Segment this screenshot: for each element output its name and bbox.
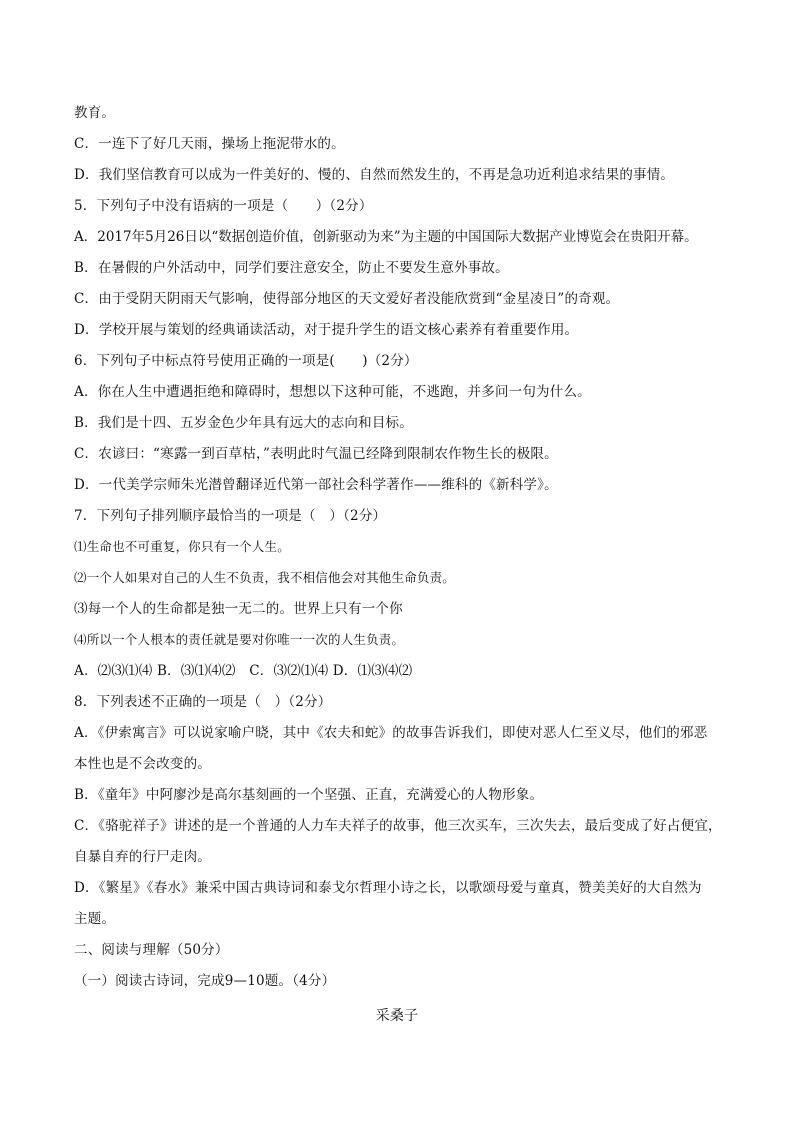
q6-option-c: C．农谚曰：“寒露一到百草枯，”表明此时气温已经降到限制农作物生长的极限。: [74, 446, 558, 462]
section-2-heading: 二、阅读与理解（50分）: [74, 942, 229, 958]
poem-title: 采桑子: [375, 1008, 419, 1024]
q7-sentence-4: ⑷所以一个人根本的责任就是要对你唯一一次的人生负责。: [74, 632, 405, 647]
q4-option-d: D．我们坚信教育可以成为一件美好的、慢的、自然而然发生的，不再是急功近利追求结果的事情。: [74, 167, 675, 183]
q8-option-c-cont: 自暴自弃的行尸走肉。: [74, 849, 211, 865]
q5-option-b: B．在暑假的户外活动中，同学们要注意安全，防止不要发生意外事故。: [74, 260, 509, 276]
part-1-instruction: （一）阅读古诗词，完成9—10题。（4分）: [74, 973, 336, 989]
q8-option-c: C．《骆驼祥子》讲述的是一个普通的人力车夫祥子的故事，他三次买车，三次失去，最后变成了好占便宜，: [74, 818, 722, 834]
q8-option-a-cont: 本性也是不会改变的。: [74, 756, 211, 772]
q8-option-a: A．《伊索寓言》可以说家喻户晓，其中《农夫和蛇》的故事告诉我们，即使对恶人仁至义尽，他们的邪恶: [74, 725, 708, 741]
q8-option-d-cont: 主题。: [74, 911, 116, 927]
q8-option-b: B．《童年》中阿廖沙是高尔基刻画的一个坚强、正直，充满爱心的人物形象。: [74, 787, 544, 803]
question-5-stem: 5．下列句子中没有语病的一项是（ ）（2分）: [74, 198, 373, 214]
question-7-stem: 7．下列句子排列顺序最恰当的一项是（ ）（2分）: [74, 508, 387, 524]
q7-sentence-3: ⑶每一个人的生命都是独一无二的。世界上只有一个你: [74, 601, 403, 617]
question-8-stem: 8．下列表述不正确的一项是（ ）（2分）: [74, 694, 332, 710]
q5-option-a: A．2017年5月26日以“数据创造价值，创新驱动为来”为主题的中国国际大数据产业博览会在贵阳开幕。: [74, 229, 698, 245]
q5-option-d: D．学校开展与策划的经典诵读活动，对于提升学生的语文核心素养有着重要作用。: [74, 322, 579, 338]
q6-option-a: A．你在人生中遭遇拒绝和障碍时，想想以下这种可能，不逃跑，并多问一句为什么。: [74, 384, 591, 400]
text-line-continuation: 教育。: [74, 105, 116, 121]
q7-sentence-1: ⑴生命也不可重复，你只有一个人生。: [74, 539, 290, 554]
q8-option-d: D．《繁星》《春水》兼采中国古典诗词和泰戈尔哲理小诗之长，以歌颂母爱与童真，赞美美好的大自然为: [74, 880, 702, 896]
question-6-stem: 6．下列句子中标点符号使用正确的一项是( )（2分）: [74, 353, 418, 369]
q7-options: A．⑵⑶⑴⑷ B．⑶⑴⑷⑵ C．⑶⑵⑴⑷ D．⑴⑶⑷⑵: [74, 663, 413, 679]
q6-option-d: D．一代美学宗师朱光潜曾翻译近代第一部社会科学著作——维科的《新科学》。: [74, 477, 558, 493]
q6-option-b: B．我们是十四、五岁金色少年具有远大的志向和目标。: [74, 415, 413, 431]
q4-option-c: C．一连下了好几天雨，操场上拖泥带水的。: [74, 136, 345, 152]
q7-sentence-2: ⑵一个人如果对自己的人生不负责，我不相信他会对其他生命负责。: [74, 570, 456, 585]
q5-option-c: C．由于受阴天阴雨天气影响，使得部分地区的天文爱好者没能欣赏到“金星凌日”的奇观。: [74, 291, 620, 307]
